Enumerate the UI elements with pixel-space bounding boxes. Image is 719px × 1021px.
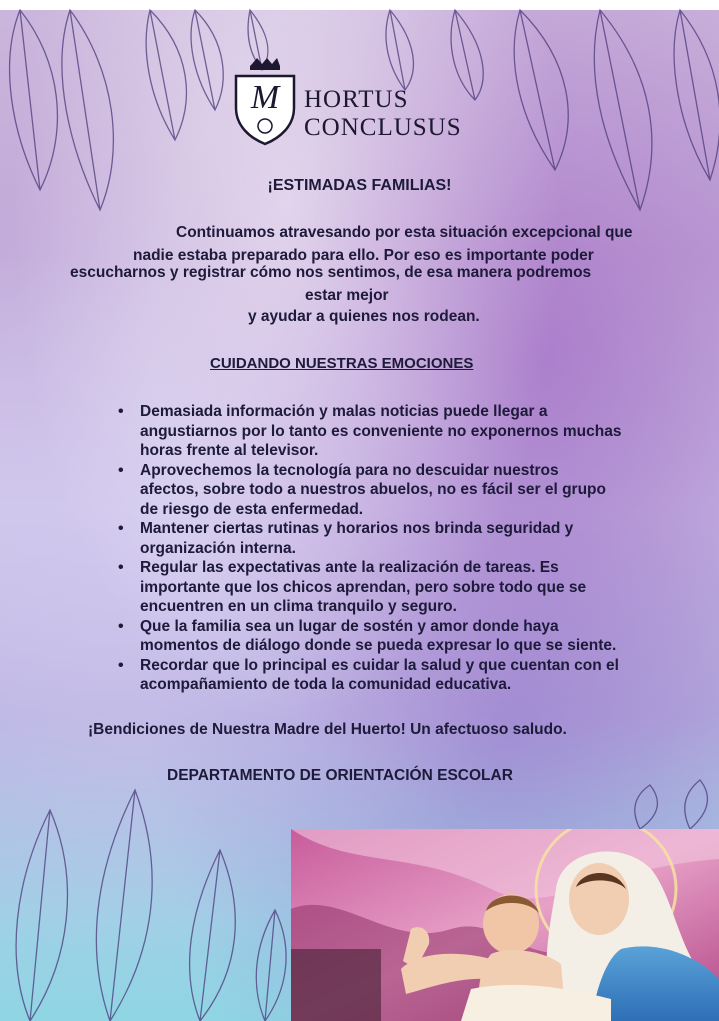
intro-line: escucharnos y registrar cómo nos sentimos, de esa manera podremos <box>70 264 592 281</box>
advice-item <box>118 656 708 695</box>
greeting-heading: ¡ESTIMADAS FAMILIAS! <box>267 177 452 194</box>
advice-list <box>118 402 708 695</box>
bullet-dot-icon: • <box>118 461 124 479</box>
bullet-dot-icon: • <box>118 520 124 537</box>
advice-text-line: afectos, sobre todo a nuestros abuelos, no es fácil ser el grupo <box>140 481 606 498</box>
section-heading: CUIDANDO NUESTRAS EMOCIONES <box>210 355 474 372</box>
advice-text-line: encuentren en un clima tranquilo y seguro. <box>140 598 457 615</box>
logo-line-1: HORTUS <box>304 86 409 113</box>
bullet-dot-icon: • <box>118 617 124 635</box>
advice-text-line: angustiarnos por lo tanto es conveniente no exponernos muchas <box>140 422 622 440</box>
advice-text-line: Mantener ciertas rutinas y horarios nos brinda seguridad y <box>140 520 574 537</box>
svg-text:M: M <box>250 79 280 116</box>
school-logo <box>230 56 510 146</box>
advice-text-line: Regular las expectativas ante la realización de tareas. Es <box>140 559 559 576</box>
advice-text-line: Demasiada información y malas noticias puede llegar a <box>140 403 548 420</box>
advice-item <box>118 558 708 617</box>
bullet-dot-icon: • <box>118 559 124 576</box>
advice-text-line: Que la familia sea un lugar de sostén y amor donde haya <box>140 617 559 635</box>
intro-line: nadie estaba preparado para ello. Por eso es importante poder <box>133 247 594 264</box>
closing-line: ¡Bendiciones de Nuestra Madre del Huerto! Un afectuoso saludo. <box>88 721 567 738</box>
advice-item <box>118 461 708 520</box>
advice-text-line: organización interna. <box>140 539 296 557</box>
intro-line: estar mejor <box>305 287 389 304</box>
advice-text-line: importante que los chicos aprendan, pero sobre todo que se <box>140 578 587 596</box>
bullet-dot-icon: • <box>118 403 124 420</box>
intro-line: Continuamos atravesando por esta situación excepcional que <box>176 224 633 241</box>
advice-text-line: de riesgo de esta enfermedad. <box>140 500 364 518</box>
advice-text-line: acompañamiento de toda la comunidad educativa. <box>140 676 512 693</box>
intro-line: y ayudar a quienes nos rodean. <box>248 308 480 325</box>
crest-icon <box>230 56 300 146</box>
advice-text-line: Recordar que lo principal es cuidar la salud y que cuentan con el <box>140 656 619 674</box>
signature: DEPARTAMENTO DE ORIENTACIÓN ESCOLAR <box>167 767 513 784</box>
advice-text-line: momentos de diálogo donde se pueda expresar lo que se siente. <box>140 637 617 654</box>
virgin-statue-photo <box>291 829 719 1021</box>
advice-item <box>118 617 708 656</box>
advice-text-line: horas frente al televisor. <box>140 442 319 459</box>
logo-line-2: CONCLUSUS <box>304 114 462 141</box>
advice-item <box>118 402 708 461</box>
advice-item <box>118 519 708 558</box>
advice-text-line: Aprovechemos la tecnología para no descuidar nuestros <box>140 461 559 479</box>
bullet-dot-icon: • <box>118 656 124 674</box>
